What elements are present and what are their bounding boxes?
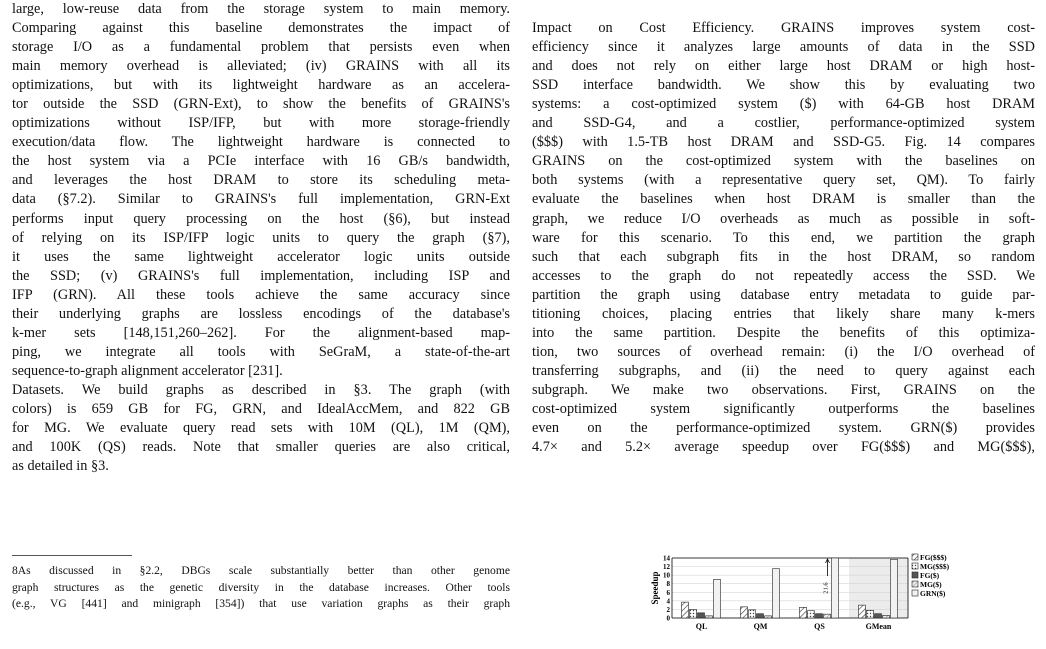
text-line: such that each subgraph fits in the host DRAM, so random bbox=[532, 248, 1035, 265]
y-tick-label: 8 bbox=[666, 580, 670, 589]
bar bbox=[765, 616, 772, 618]
text-line: ping, we integrate all tools with SeGraM, a state-of-the-art bbox=[12, 343, 510, 360]
legend-label: GRN($) bbox=[920, 589, 946, 598]
y-tick-label: 12 bbox=[663, 563, 670, 572]
bar bbox=[816, 614, 823, 618]
text-line: as detailed in §3. bbox=[12, 458, 109, 475]
text-line: titioning choices, placing entries that likely share many k-mers bbox=[532, 305, 1035, 322]
datasets-paragraph-start: Datasets. We build graphs as described in §3. The graph (with bbox=[12, 381, 510, 398]
text-line: partition the graph using database entry metadata to guide par- bbox=[532, 286, 1035, 303]
text-line: and SSD-G4, and a costlier, performance-optimized system bbox=[532, 115, 1035, 132]
text-line: accesses to the graph do not repeatedly access the SSD. We bbox=[532, 267, 1035, 284]
gmean-shade bbox=[849, 558, 908, 618]
text-line: Comparing against this baseline demonstrates the impact of bbox=[12, 20, 510, 37]
text-line: 4.7× and 5.2× average speedup over FG($$$) and MG($$$), bbox=[532, 439, 1035, 456]
text-line: execution/data flow. The lightweight hardware is connected to bbox=[12, 134, 510, 151]
left-column bbox=[12, 0, 510, 476]
text-line: the host system via a PCIe interface with 16 GB/s bandwidth, bbox=[12, 153, 510, 170]
text-line: sequence-to-graph alignment accelerator [231]. bbox=[12, 362, 283, 379]
text-line: and leverages the host DRAM to store its scheduling meta- bbox=[12, 172, 510, 189]
text-line: optimizations, but with its lightweight hardware as an accelera- bbox=[12, 77, 510, 94]
bar bbox=[682, 602, 689, 618]
y-tick-label: 2 bbox=[666, 605, 670, 614]
x-tick-label: GMean bbox=[865, 622, 892, 631]
text-line: optimizations without ISP/IFP, but with more storage-friendly bbox=[12, 115, 510, 132]
bar bbox=[698, 613, 705, 618]
bar bbox=[690, 609, 697, 618]
text-line: evaluate the baselines when host DRAM is smaller than the bbox=[532, 191, 1035, 208]
y-axis-label: Speedup bbox=[650, 571, 660, 605]
bar bbox=[859, 605, 866, 618]
text-line: transferring subgraphs, and (ii) the need to query against each bbox=[532, 362, 1035, 379]
footnote-line: graph structures as the genetic diversity in the database increases. Other tools bbox=[12, 580, 510, 594]
x-tick-label: QL bbox=[695, 622, 708, 631]
text-line: data (§7.2). Similar to GRAINS's full implementation, GRN-Ext bbox=[12, 191, 510, 208]
text-line: colors) is 659 GB for FG, GRN, and IdealAccMem, and 822 GB bbox=[12, 400, 510, 417]
text-line: ware for this scenario. To this end, we partition the graph bbox=[532, 229, 1035, 246]
footnote-rule bbox=[12, 555, 132, 556]
legend-label: FG($$$) bbox=[920, 553, 947, 562]
text-line: GRAINS on the cost-optimized system with the baselines on bbox=[532, 153, 1035, 170]
text-line: SSD interface bandwidth. We show this by evaluating two bbox=[532, 77, 1035, 94]
bar bbox=[867, 610, 874, 618]
text-line: of relying on its ISP/IFP logic units to query the graph (§7), bbox=[12, 229, 510, 246]
text-line: ($$$) with 1.5-TB host DRAM and SSD-G5. Fig. 14 compares bbox=[532, 134, 1035, 151]
text-line: into the same partition. Despite the benefits of this optimiza- bbox=[532, 324, 1035, 341]
text-line: graph, we reduce I/O overheads as much as possible in soft- bbox=[532, 210, 1035, 227]
bar bbox=[749, 610, 756, 618]
bar bbox=[800, 607, 807, 618]
bar bbox=[883, 615, 890, 618]
legend-swatch bbox=[912, 572, 918, 578]
text-line: for MG. We evaluate query read sets with 10M (QL), 1M (QM), bbox=[12, 420, 510, 437]
cost-efficiency-paragraph-start: Impact on Cost Efficiency. GRAINS improves system cost- bbox=[532, 20, 1035, 37]
bar bbox=[891, 559, 898, 618]
text-line: their underlying graphs are lossless encodings of the database's bbox=[12, 305, 510, 322]
text-line: tor outside the SSD (GRN-Ext), to show the benefits of GRAINS's bbox=[12, 96, 510, 113]
text-line: main memory overhead is alleviated; (iv) GRAINS with all its bbox=[12, 58, 510, 75]
footnote bbox=[12, 563, 510, 613]
text-line: both systems (with a representative query set, QM). To fairly bbox=[532, 172, 1035, 189]
text-line: storage I/O as a fundamental problem that persists even when bbox=[12, 39, 510, 56]
speedup-bar-chart bbox=[650, 552, 980, 647]
bar bbox=[824, 614, 831, 618]
y-tick-label: 14 bbox=[663, 554, 670, 563]
text-line: large, low-reuse data from the storage system to main memory. bbox=[12, 1, 510, 17]
x-tick-label: QS bbox=[814, 622, 825, 631]
footnote-line: 8As discussed in §2.2, DBGs scale substantially better than other genome bbox=[12, 564, 510, 577]
right-column bbox=[532, 0, 1035, 457]
y-tick-label: 0 bbox=[666, 614, 670, 623]
bar bbox=[875, 614, 882, 618]
y-tick-label: 4 bbox=[666, 597, 670, 606]
bar bbox=[714, 579, 721, 618]
text-line: even on the performance-optimized system. GRN($) provides bbox=[532, 420, 1035, 437]
text-line: and does not rely on either large host DRAM or high host- bbox=[532, 58, 1035, 75]
text-line: tion, two sources of overhead remain: (i) the I/O overhead of bbox=[532, 343, 1035, 360]
y-tick-label: 10 bbox=[663, 571, 670, 580]
text-line: efficiency since it analyzes large amounts of data in the SSD bbox=[532, 39, 1035, 56]
bar bbox=[741, 607, 748, 618]
bar bbox=[757, 614, 764, 618]
text-line: performs input query processing on the host (§6), but instead bbox=[12, 210, 510, 227]
text-line: k-mer sets [148,151,260–262]. For the alignment-based map- bbox=[12, 324, 510, 341]
bar bbox=[706, 616, 713, 618]
text-line: IFP (GRN). All these tools achieve the same accuracy since bbox=[12, 286, 510, 303]
legend-swatch bbox=[912, 581, 918, 587]
x-tick-label: QM bbox=[753, 622, 768, 631]
text-line: systems: a cost-optimized system ($) with 64-GB host DRAM bbox=[532, 96, 1035, 113]
legend-swatch bbox=[912, 563, 918, 569]
footnote-line: (e.g., VG [441] and minigraph [354]) that use variation graphs as their graph bbox=[12, 597, 510, 611]
legend-label: FG($) bbox=[920, 571, 940, 580]
bar bbox=[773, 569, 780, 618]
text-line: cost-optimized system significantly outperforms the baselines bbox=[532, 400, 1035, 417]
bar bbox=[832, 558, 839, 618]
text-line: and 100K (QS) reads. Note that smaller queries are also critical, bbox=[12, 439, 510, 456]
legend-swatch bbox=[912, 590, 918, 596]
legend-swatch bbox=[912, 554, 918, 560]
y-tick-label: 6 bbox=[666, 588, 670, 597]
text-line: it uses the same lightweight accelerator logic units outside bbox=[12, 248, 510, 265]
legend-label: MG($) bbox=[920, 580, 942, 589]
text-line: the SSD; (v) GRAINS's full implementation, including ISP and bbox=[12, 267, 510, 284]
bar bbox=[808, 611, 815, 618]
text-line: subgraph. We make two observations. First, GRAINS on the bbox=[532, 381, 1035, 398]
data-label: 21.6 bbox=[822, 582, 830, 594]
legend-label: MG($$$) bbox=[920, 562, 950, 571]
